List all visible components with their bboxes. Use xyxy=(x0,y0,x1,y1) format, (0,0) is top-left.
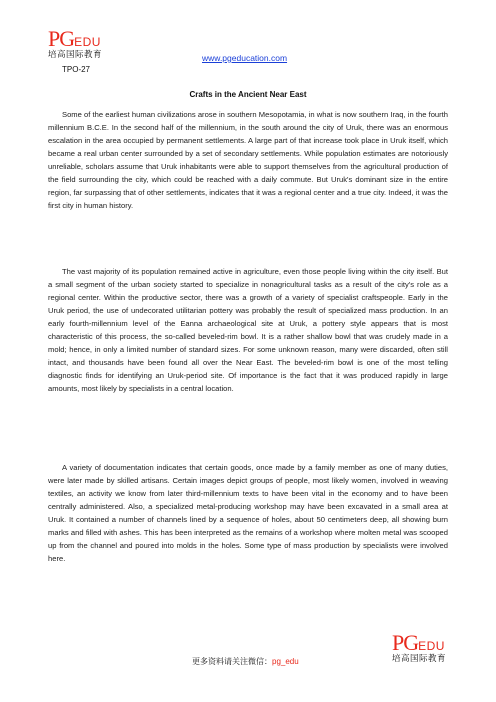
paragraph-2: The vast majority of its population remained active in agriculture, even those people living within the city itself. But a small segment of the urban society started to specialize in nonagricultural tasks as a result of the city's role as a regional center. Within the productive sector, there was a growth of a variety of specialist craftspeople. Early in the Uruk period, the use of undecorated utilitarian pottery was probably the result of specialized mass production. In an early fourth-millennium level of the Eanna archaeological site at Uruk, a pottery style appears that is most characteristic of this process, the so-called beveled-rim bowl. It is a rather shallow bowl that was crudely made in a mold; hence, in only a limited number of standard sizes. For some unknown reason, many were discarded, often still intact, and thousands have been found all over the Near East. The beveled-rim bowl is one of the most telling diagnostic finds for identifying an Uruk-period site. Of importance is the fact that it was produced rapidly in large amounts, most likely by specialists in a central location. xyxy=(48,267,448,393)
footer-logo-pg-text: PG xyxy=(392,630,419,655)
logo-pg-text: PG xyxy=(48,26,75,51)
logo-edu-text: EDU xyxy=(74,35,101,49)
paragraph-3: A variety of documentation indicates that certain goods, once made by a family member as one of many duties, were later made by skilled artisans. Certain images depict groups of people, most likely women, involved in weaving textiles, an activity we know from later third-millennium texts to have been vital in the economy and to have been centrally administered. Also, a specialized metal-producing workshop may have been excavated in a small area at Uruk. It contained a number of channels lined by a sequence of holes, about 50 centimeters deep, all showing burn marks and filled with ashes. This has been interpreted as the remains of a workshop where molten metal was scooped up from the channel and poured into molds in the holes. Some type of mass production by specialists were involved here. xyxy=(48,463,448,563)
footer-logo-subtitle: 培高国际教育 xyxy=(392,654,447,664)
footer-logo-edu-text: EDU xyxy=(418,639,445,653)
tpo-label: TPO-27 xyxy=(62,65,91,74)
website-link[interactable]: www.pgeducation.com xyxy=(202,53,288,63)
footer-note-text: 更多资料请关注微信： xyxy=(192,657,272,666)
footer-brand-logo xyxy=(392,632,446,664)
brand-logo xyxy=(48,28,102,60)
wechat-handle: pg_edu xyxy=(272,657,299,666)
paragraph-1: Some of the earliest human civilizations arose in southern Mesopotamia, in what is now southern Iraq, in the fourth millennium B.C.E. In the second half of the millennium, in the south around the city of Uruk, there was an enormous escalation in the area occupied by permanent settlements. A large part of that increase took place in Uruk itself, which became a real urban center surrounded by a set of secondary settlements. While population estimates are notoriously unreliable, scholars assume that Uruk inhabitants were able to support themselves from the agricultural production of the field surrounding the city, which could be reached with a daily commute. But Uruk's dominant size in the entire region, far surpassing that of other settlements, indicates that it was a regional center and a true city. Indeed, it was the first city in human history. xyxy=(48,110,448,210)
footer-wechat-note xyxy=(192,656,299,667)
document-title: Crafts in the Ancient Near East xyxy=(189,90,307,99)
logo-subtitle: 培高国际教育 xyxy=(48,50,103,60)
